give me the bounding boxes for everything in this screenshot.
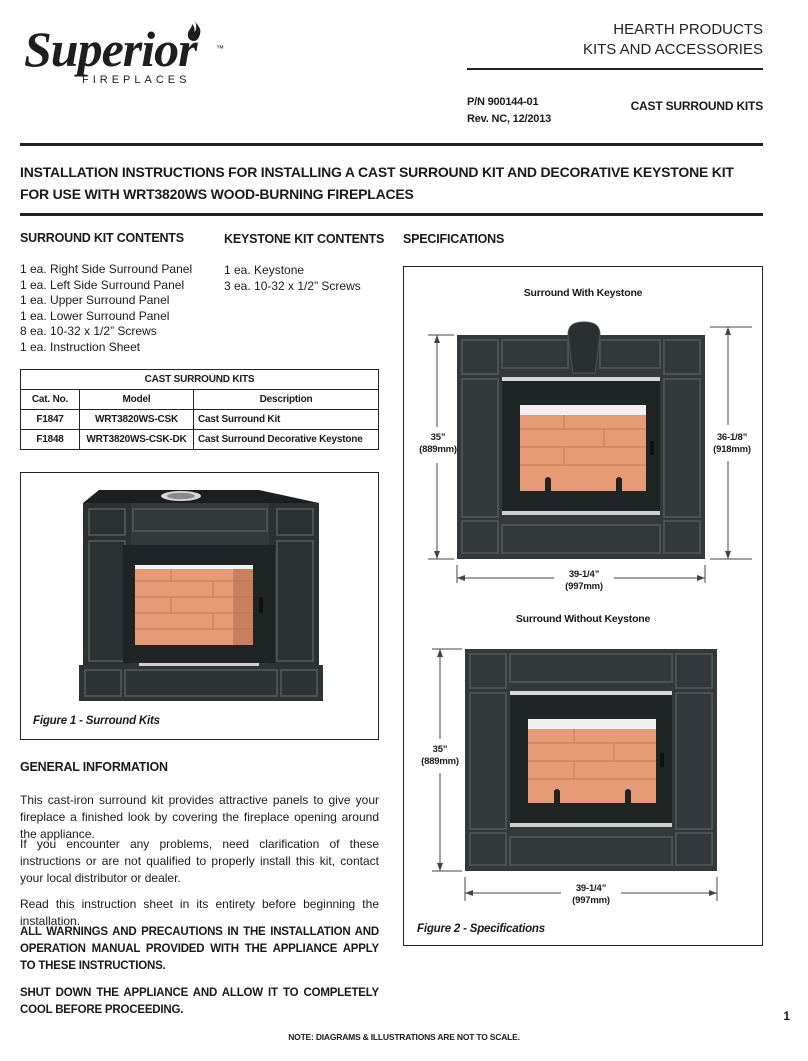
surround-contents-list xyxy=(20,262,192,356)
figure1-caption: Figure 1 - Surround Kits xyxy=(33,715,160,727)
dim-height-keystone-top xyxy=(704,432,760,456)
list-item: 1 ea. Left Side Surround Panel xyxy=(20,277,185,292)
dim-value-mm: (889mm) xyxy=(419,444,457,455)
cast-surround-kits-table xyxy=(20,369,379,450)
header-line1: HEARTH PRODUCTS xyxy=(613,21,763,38)
table-header-description: Description xyxy=(194,390,379,410)
cell-model: WRT3820WS-CSK-DK xyxy=(80,430,194,450)
title-line2: FOR USE WITH WRT3820WS WOOD-BURNING FIREPLACES xyxy=(20,186,414,202)
top-rule xyxy=(20,143,763,146)
list-item: 1 ea. Instruction Sheet xyxy=(20,339,141,354)
dim-width-with-keystone xyxy=(554,569,614,593)
dim-value: 35” xyxy=(432,744,448,755)
footer-note: NOTE: DIAGRAMS & ILLUSTRATIONS ARE NOT TO SCALE. xyxy=(288,1032,520,1042)
list-item: 1 ea. Keystone xyxy=(224,263,305,277)
list-item: 1 ea. Right Side Surround Panel xyxy=(20,262,193,276)
revision: Rev. NC, 12/2013 xyxy=(467,113,552,125)
title-rule xyxy=(20,213,763,216)
part-number-block xyxy=(467,94,551,128)
table-header-model: Model xyxy=(80,390,194,410)
title-line1: INSTALLATION INSTRUCTIONS FOR INSTALLING A CAST SURROUND KIT AND DECORATIVE KEYSTONE KIT xyxy=(20,164,734,180)
list-item: 3 ea. 10-32 x 1/2” Screws xyxy=(224,278,361,293)
figure1-box xyxy=(20,472,379,740)
category-title: CAST SURROUND KITS xyxy=(630,99,763,113)
header-line2: KITS AND ACCESSORIES xyxy=(582,41,763,58)
dim-value-mm: (997mm) xyxy=(565,581,603,592)
dim-value-mm: (918mm) xyxy=(713,444,751,455)
header-rule xyxy=(467,68,763,70)
page-title xyxy=(20,161,780,205)
cell-cat-no: F1848 xyxy=(21,430,80,450)
keystone-contents-list xyxy=(224,263,361,294)
surround-without-keystone-label: Surround Without Keystone xyxy=(515,613,651,625)
table-title: CAST SURROUND KITS xyxy=(21,370,379,390)
warning-paragraph-1: ALL WARNINGS AND PRECAUTIONS IN THE INSTALLATION AND OPERATION MANUAL PROVIDED WITH THE APPLIANCE APPLY TO THESE INSTRUCTIONS. xyxy=(20,926,379,972)
dim-value-mm: (997mm) xyxy=(572,895,610,906)
dim-value: 39-1/4” xyxy=(568,569,600,580)
general-paragraph-3: Read this instruction sheet in its entirety before beginning the installation. xyxy=(20,897,379,928)
dim-width-without-keystone xyxy=(561,883,621,907)
page-number: 1 xyxy=(783,1009,790,1023)
cell-description: Cast Surround Decorative Keystone xyxy=(194,430,379,450)
dim-value: 35” xyxy=(430,432,446,443)
list-item: 1 ea. Upper Surround Panel xyxy=(20,293,170,308)
general-information-heading: GENERAL INFORMATION xyxy=(20,760,168,774)
dim-height-with-keystone xyxy=(410,432,466,456)
warning-paragraph-2: SHUT DOWN THE APPLIANCE AND ALLOW IT TO COMPLETELY COOL BEFORE PROCEEDING. xyxy=(20,987,379,1016)
dim-value: 39-1/4” xyxy=(575,883,607,894)
cell-description: Cast Surround Kit xyxy=(194,410,379,430)
specifications-heading: SPECIFICATIONS xyxy=(403,232,505,246)
dim-value-mm: (889mm) xyxy=(421,756,459,767)
table-header-cat-no: Cat. No. xyxy=(21,390,80,410)
header-product-line xyxy=(583,20,763,60)
surround-kit-illustration xyxy=(21,473,378,739)
general-paragraph-2: If you encounter any problems, need clarification of these instructions or are not qualified to properly install this kit, contact your local distributor or dealer. xyxy=(20,837,379,885)
trademark-mark: ™ xyxy=(216,44,224,53)
figure2-caption: Figure 2 - Specifications xyxy=(417,923,545,935)
superior-logo xyxy=(18,18,233,90)
logo-wordmark: Superior xyxy=(24,21,197,77)
cell-cat-no: F1847 xyxy=(21,410,80,430)
table-row xyxy=(21,430,379,450)
logo-subtitle: FIREPLACES xyxy=(82,74,191,86)
dim-height-without-keystone xyxy=(412,744,468,768)
figure2-box xyxy=(403,266,763,946)
surround-contents-heading: SURROUND KIT CONTENTS xyxy=(20,231,184,245)
cell-model: WRT3820WS-CSK xyxy=(80,410,194,430)
specification-drawings xyxy=(404,267,762,945)
part-number: P/N 900144-01 xyxy=(467,96,539,108)
table-row xyxy=(21,410,379,430)
keystone-contents-heading: KEYSTONE KIT CONTENTS xyxy=(224,232,385,246)
dim-value: 36-1/8” xyxy=(716,432,748,443)
list-item: 8 ea. 10-32 x 1/2” Screws xyxy=(20,324,157,339)
surround-with-keystone-label: Surround With Keystone xyxy=(523,287,643,299)
general-paragraph-1: This cast-iron surround kit provides attractive panels to give your fireplace a finished look by covering the fireplace opening around the appliance. xyxy=(20,793,379,841)
list-item: 1 ea. Lower Surround Panel xyxy=(20,308,170,323)
